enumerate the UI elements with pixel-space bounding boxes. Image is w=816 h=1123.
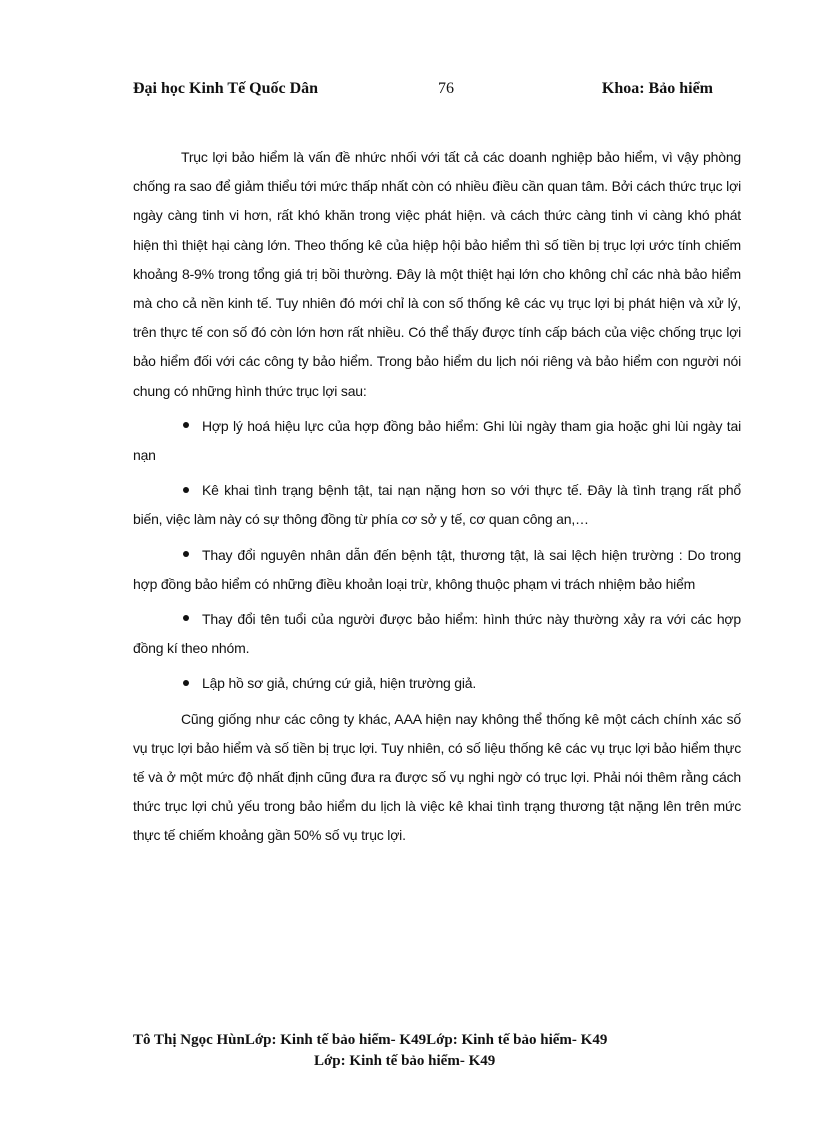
footer-author-line: Tô Thị Ngọc HùnLớp: Kinh tế bảo hiểm- K49Lớp: Kinh tế bảo hiểm- K49 <box>133 1032 608 1048</box>
intro-paragraph: Trục lợi bảo hiểm là vấn đề nhức nhối với tất cả các doanh nghiệp bảo hiểm, vì vậy phòng chống ra sao để giảm thiểu tới mức thấp nhất còn có nhiều điều cần quan tâm. Bởi cách thức trục lợi ngày càng tinh vi hơn, rất khó khăn trong việc phát hiện. và cách thức càng tinh vi càng khó phát hiện thì thiệt hại càng lớn. Theo thống kê của hiệp hội bảo hiểm thì số tiền bị trục lợi ước tính chiếm khoảng 8-9% trong tổng giá trị bồi thường. Đây là một thiệt hại lớn cho không chỉ các nhà bảo hiểm mà cho cả nền kinh tế. Tuy nhiên đó mới chỉ là con số thống kê các vụ trục lợi bị phát hiện và xử lý, trên thực tế con số đó còn lớn hơn rất nhiều. Có thể thấy được tính cấp bách của việc chống trục lợi bảo hiểm đối với các công ty bảo hiểm. Trong bảo hiểm du lịch nói riêng và bảo hiểm con người nói chung có những hình thức trục lợi sau: <box>133 149 741 399</box>
bullet-text: Kê khai tình trạng bệnh tật, tai nạn nặng hơn so với thực tế. Đây là tình trạng rất phổ biến, việc làm này có sự thông đồng từ phía cơ sở y tế, cơ quan công an,… <box>133 482 741 528</box>
bullet-item <box>133 476 741 534</box>
bullet-icon <box>183 680 189 686</box>
page-number: 76 <box>438 80 454 97</box>
footer-class-line: Lớp: Kinh tế bảo hiểm- K49 <box>314 1053 496 1069</box>
page-header <box>133 80 713 102</box>
bullet-text: Thay đổi tên tuổi của người được bảo hiểm: hình thức này thường xảy ra với các hợp đồng kí theo nhóm. <box>133 611 741 657</box>
university-name: Đại học Kinh Tế Quốc Dân <box>133 80 319 97</box>
bullet-item <box>133 541 741 599</box>
faculty-name: Khoa: Bảo hiểm <box>601 80 713 97</box>
bullet-icon <box>183 551 189 557</box>
bullet-text: Hợp lý hoá hiệu lực của hợp đồng bảo hiểm: Ghi lùi ngày tham gia hoặc ghi lùi ngày tai nạn <box>133 417 741 464</box>
bullet-item <box>133 605 741 663</box>
bullet-icon <box>183 487 189 493</box>
bullet-icon <box>183 615 189 621</box>
page-footer <box>133 1030 693 1072</box>
bullet-text: Lập hồ sơ giả, chứng cứ giả, hiện trường giả. <box>202 675 477 692</box>
bullet-item <box>133 412 741 470</box>
bullet-icon <box>183 422 189 428</box>
bullet-item <box>133 669 741 698</box>
document-body <box>133 143 741 851</box>
bullet-text: Thay đổi nguyên nhân dẫn đến bệnh tật, thương tật, là sai lệch hiện trường : Do trong hợp đồng bảo hiểm có những điều khoản loại trừ, không thuộc phạm vi trách nhiệm bảo hiểm <box>133 546 741 592</box>
closing-paragraph: Cũng giống như các công ty khác, AAA hiện nay không thể thống kê một cách chính xác số vụ trục lợi bảo hiểm và số tiền bị trục lợi. Tuy nhiên, có số liệu thống kê các vụ trục lợi bảo hiểm thực tế và ở một mức độ nhất định cũng đưa ra được số vụ nghi ngờ có trục lợi. Phải nói thêm rằng cách thức trục lợi chủ yếu trong bảo hiểm du lịch là việc kê khai tình trạng thương tật nặng lên trên mức thực tế chiếm khoảng gần 50% số vụ trục lợi. <box>133 710 741 844</box>
